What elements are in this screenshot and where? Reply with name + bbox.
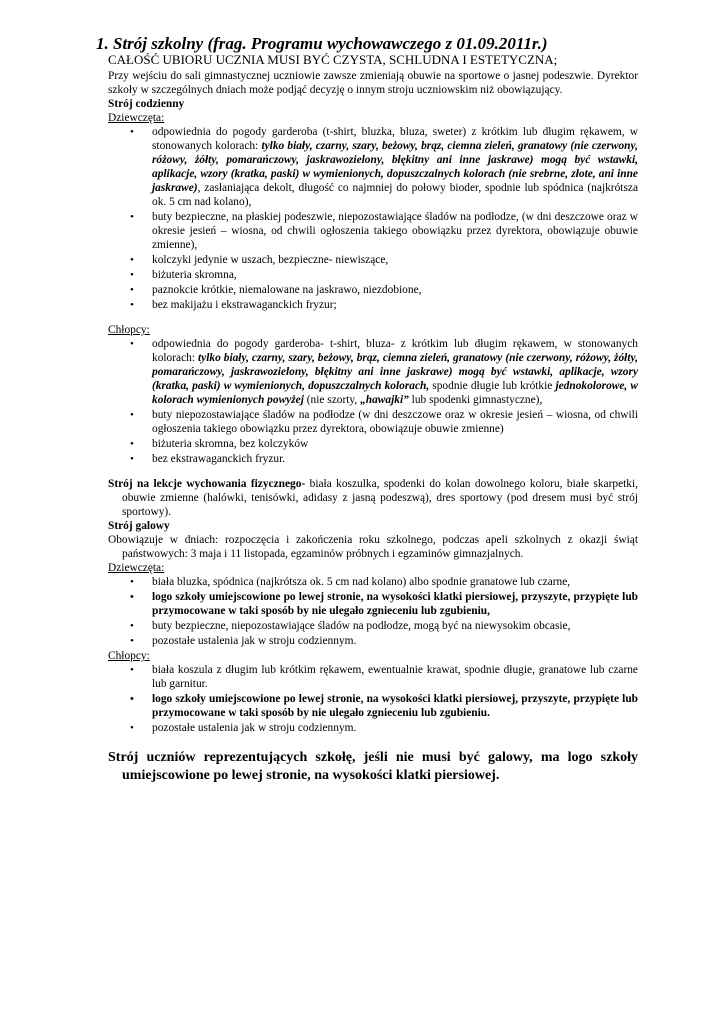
formal-intro: Obowiązuje w dniach: rozpoczęcia i zakończenia roku szkolnego, podczas apeli szkolnych z okazji świąt państwowych: 3 maja i 11 listopada, egzaminów próbnych i egzaminów gimnazjalnych.: [108, 534, 638, 560]
formal-girls-label: Dziewczęta:: [108, 562, 165, 574]
list-item-text: biała koszula z długim lub krótkim rękawem, ewentualnie krawat, spodnie długie, granatowe lub czarne lub garnitur.: [152, 664, 638, 690]
list-item-text: kolczyki jedynie w uszach, bezpieczne- niewiszące,: [152, 254, 389, 266]
list-item: [108, 663, 638, 691]
bullet-icon: •: [130, 591, 134, 603]
list-item: [108, 437, 638, 451]
pe-label: Strój na lekcje wychowania fizycznego-: [108, 478, 306, 490]
list-item-text: buty bezpieczne, niepozostawiające śladów na podłodze, mogą być na niewysokim obcasie,: [152, 620, 571, 632]
bullet-icon: •: [130, 620, 134, 632]
list-item: [108, 298, 638, 312]
list-item-text: buty bezpieczne, na płaskiej podeszwie, niepozostawiające śladów na podłodze, (w dni deszczowe oraz w okresie jesień – wiosna, od chwili ogłoszenia takiego obowiązku przez dyrektora, obowiązuje obuwie zmienne),: [152, 211, 638, 251]
daily-boys-list: [108, 337, 638, 466]
formal-boys-label: Chłopcy:: [108, 650, 150, 662]
bullet-icon: •: [130, 299, 134, 311]
bullet-icon: •: [130, 576, 134, 588]
formal-girls-list: [108, 575, 638, 648]
list-item-text: (nie szorty,: [303, 394, 361, 406]
intro-paragraph: Przy wejściu do sali gimnastycznej uczniowie zawsze zmieniają obuwie na sportowe o jasnej podeszwie. Dyrektor szkoły w szczególnych dniach może podjąć decyzję o innym stroju uczniowskim niż obowiązujący.: [108, 70, 638, 96]
formal-boys-list: [108, 663, 638, 735]
list-item-text: paznokcie krótkie, niemalowane na jaskrawo, niezdobione,: [152, 284, 422, 296]
list-item-text: spodnie długie lub krótkie: [429, 380, 556, 392]
list-item: [108, 253, 638, 267]
list-item: [108, 268, 638, 282]
bullet-icon: •: [130, 409, 134, 421]
bullet-icon: •: [130, 635, 134, 647]
list-item-text: odpowiednia do pogody garderoba- t-shirt, bluza- z krótkim lub długim rękawem, w stonowanych kolorach:: [152, 338, 638, 364]
list-item-text: bez makijażu i ekstrawaganckich fryzur;: [152, 299, 337, 311]
pe-text: biała koszulka, spodenki do kolan dowolnego koloru, białe skarpetki, obuwie zmienne (halówki, tenisówki, adidasy z jasną podeszwą), dres sportowy (pod dresem musi być strój sportowy).: [122, 478, 638, 518]
list-item-text: , zasłaniająca dekolt, długość co najmniej do połowy bioder, spodnie lub spódnica (najkrótsza ok. 5 cm nad kolano),: [152, 182, 638, 208]
list-item-text: buty niepozostawiające śladów na podłodze (w dni deszczowe oraz w okresie jesień – wiosna, od chwili ogłoszenia takiego obowiązku przez dyrektora, obowiązuje obuwie zmienne): [152, 409, 638, 435]
bullet-icon: •: [130, 453, 134, 465]
list-item: [108, 721, 638, 735]
list-item: [108, 283, 638, 297]
document-page: [96, 34, 638, 785]
bullet-icon: •: [130, 269, 134, 281]
list-item-text: biżuteria skromna, bez kolczyków: [152, 438, 309, 450]
pe-outfit-paragraph: [108, 477, 638, 519]
bullet-icon: •: [130, 693, 134, 705]
list-item-text: bez ekstrawaganckich fryzur.: [152, 453, 286, 465]
daily-heading: Strój codzienny: [108, 98, 185, 110]
daily-girls-label: Dziewczęta:: [108, 112, 165, 124]
list-item-text: odpowiednia do pogody garderoba (t-shirt, bluzka, bluza, sweter) z krótkim lub długim rękawem, w stonowanych kolorach:: [152, 126, 638, 152]
bullet-icon: •: [130, 254, 134, 266]
bullet-icon: •: [130, 664, 134, 676]
bullet-icon: •: [130, 284, 134, 296]
list-item: [108, 337, 638, 407]
list-item-text: biżuteria skromna,: [152, 269, 237, 281]
list-item: [108, 619, 638, 633]
list-item: [108, 452, 638, 466]
daily-boys-label: Chłopcy:: [108, 324, 150, 336]
bullet-icon: •: [130, 722, 134, 734]
list-item: [108, 634, 638, 648]
document-subtitle: CAŁOŚĆ UBIORU UCZNIA MUSI BYĆ CZYSTA, SCHLUDNA I ESTETYCZNA;: [108, 52, 558, 67]
list-item: [108, 575, 638, 589]
list-item-emphasis: jednokolorowe, w kolorach wymienionych powyżej: [152, 380, 638, 406]
list-item-text: logo szkoły umiejscowione po lewej stronie, na wysokości klatki piersiowej, przyszyte, przypięte lub przymocowane w taki sposób by nie ulegało zgnieceniu lub zgubieniu.: [152, 693, 638, 719]
bullet-icon: •: [130, 438, 134, 450]
list-item-text: pozostałe ustalenia jak w stroju codziennym.: [152, 635, 357, 647]
list-item: [108, 408, 638, 436]
list-item-text: pozostałe ustalenia jak w stroju codziennym.: [152, 722, 357, 734]
list-item-emphasis: „hawajki”: [360, 394, 409, 406]
bullet-icon: •: [130, 126, 134, 138]
list-item: [108, 692, 638, 720]
list-item-emphasis: tylko biały, czarny, szary, beżowy, brąz, ciemna zieleń, granatowy (nie czerwony, różowy, żółty, pomarańczowy, jaskrawozielony, błękitny ani inne jaskrawe) mogą być wstawki, aplikacje, wzory (kratka, paski) w wymienionych, dopuszczalnych kolorach,: [152, 352, 638, 392]
list-item: [108, 590, 638, 618]
document-title: 1. Strój szkolny (frag. Programu wychowawczego z 01.09.2011r.): [96, 34, 548, 53]
bullet-icon: •: [130, 211, 134, 223]
formal-heading: Strój galowy: [108, 520, 170, 532]
list-item-emphasis: tylko biały, czarny, szary, beżowy, brąz, ciemna zieleń, granatowy (nie czerwony, różowy, żółty, pomarańczowy, jaskrawozielony, błękitny ani inne jaskrawe) mogą być wstawki, aplikacje, wzory (kratka, paski) w wymienionych, dopuszczalnych kolorach (nie srebrne, złote, ani inne jaskrawe): [152, 140, 638, 194]
list-item: [108, 210, 638, 252]
final-statement: Strój uczniów reprezentujących szkołę, jeśli nie musi być galowy, ma logo szkoły umiejscowione po lewej stronie, na wysokości klatki piersiowej.: [108, 750, 638, 783]
bullet-icon: •: [130, 338, 134, 350]
list-item: [108, 125, 638, 209]
list-item-text: lub spodenki gimnastyczne),: [408, 394, 543, 406]
list-item-text: logo szkoły umiejscowione po lewej stronie, na wysokości klatki piersiowej, przyszyte, przypięte lub przymocowane w taki sposób by nie ulegało zgnieceniu lub zgubieniu,: [152, 591, 638, 617]
list-item-text: biała bluzka, spódnica (najkrótsza ok. 5 cm nad kolano) albo spodnie granatowe lub czarne,: [152, 576, 571, 588]
daily-girls-list: [108, 125, 638, 312]
